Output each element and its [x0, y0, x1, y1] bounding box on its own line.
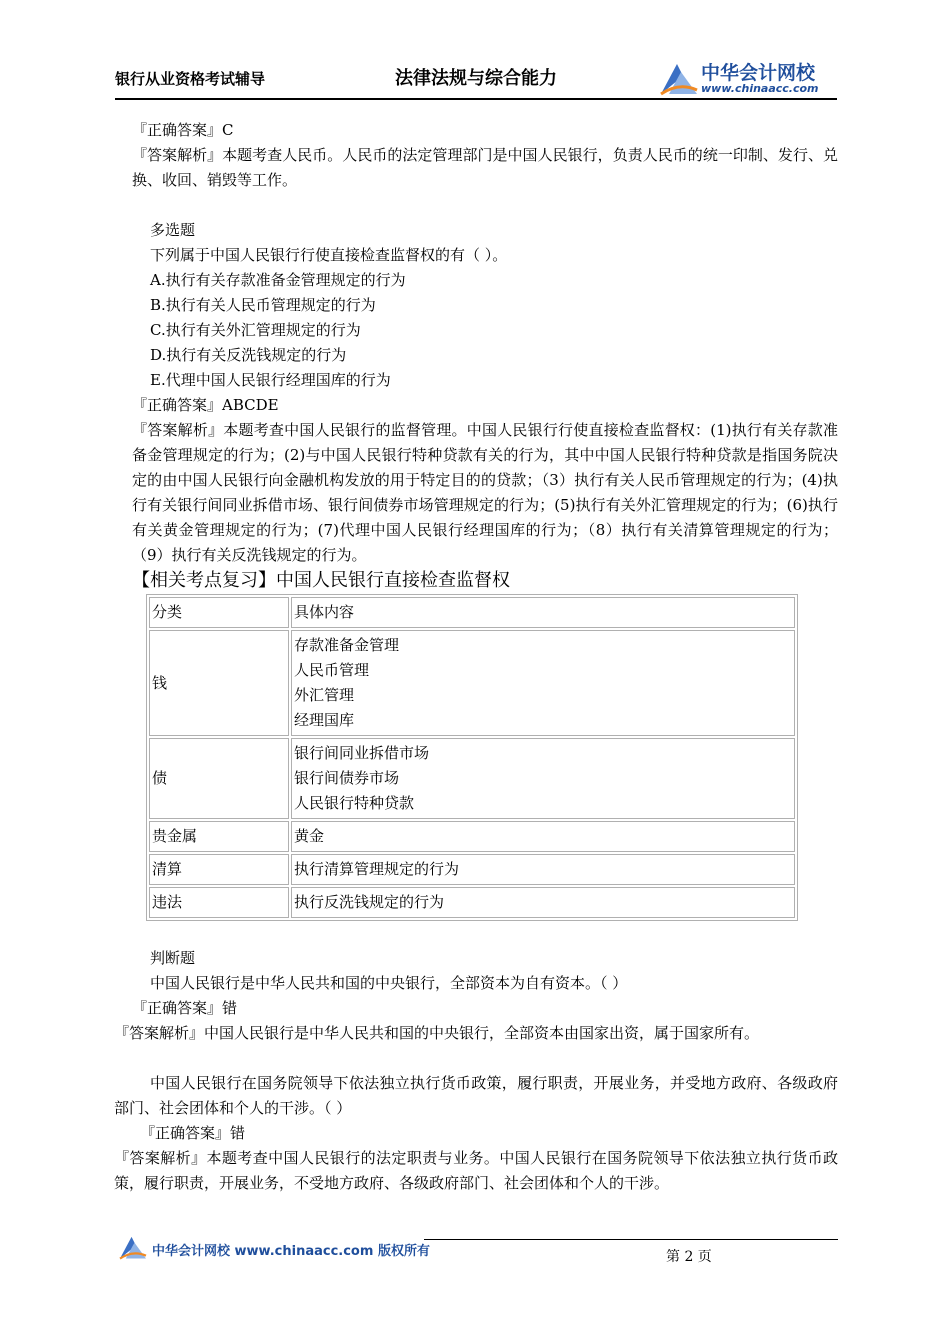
q4-stem: 中国人民银行在国务院领导下依法独立执行货币政策，履行职责，开展业务，并受地方政府、各级政府部门、社会团体和个人的干涉。（ ）	[114, 1074, 838, 1117]
q4-answer: 『正确答案』错	[140, 1124, 246, 1142]
header-course-title: 银行从业资格考试辅导	[115, 70, 266, 88]
logo-brand-name: 中华会计网校	[701, 62, 816, 84]
q2-option-a: A.执行有关存款准备金管理规定的行为	[150, 271, 406, 289]
table-cell-content: 执行反洗钱规定的行为	[291, 887, 795, 918]
review-table	[146, 594, 798, 921]
table-cell-category: 钱	[149, 630, 289, 736]
q2-option-d: D.执行有关反洗钱规定的行为	[150, 346, 347, 364]
table-row	[149, 738, 795, 819]
logo-url: www.chinaacc.com	[701, 82, 819, 95]
header-subject-title: 法律法规与综合能力	[395, 68, 557, 89]
table-cell-category: 债	[149, 738, 289, 819]
chinaacc-logo-icon	[659, 60, 699, 96]
table-row	[149, 821, 795, 852]
content-item: 经理国库	[294, 711, 355, 729]
table-cell-category: 违法	[149, 887, 289, 918]
q2-answer: 『正确答案』ABCDE	[132, 396, 279, 414]
q2-stem: 下列属于中国人民银行行使直接检查监督权的有（ ）。	[150, 246, 508, 264]
page-header	[115, 58, 837, 98]
q2-option-c: C.执行有关外汇管理规定的行为	[150, 321, 361, 339]
table-row	[149, 630, 795, 736]
q3-analysis: 『答案解析』中国人民银行是中华人民共和国的中央银行，全部资本由国家出资，属于国家所有。	[114, 1024, 760, 1042]
content-item: 外汇管理	[294, 686, 355, 704]
q2-type: 多选题	[150, 221, 196, 239]
page-content	[114, 118, 838, 1196]
header-divider	[115, 98, 837, 100]
q3-answer: 『正确答案』错	[132, 999, 238, 1017]
page-footer	[118, 1232, 838, 1272]
q2-analysis: 『答案解析』本题考查中国人民银行的监督管理。中国人民银行行使直接检查监督权：(1)执行有关存款准备金管理规定的行为；(2)与中国人民银行特种贷款有关的行为，其中中国人民银行特种贷款是指国务院决定的由中国人民银行向金融机构发放的用于特定目的的贷款；（3）执行有关人民币管理规定的行为；(4)执行有关银行间同业拆借市场、银行间债券市场管理规定的行为；(5)执行有关外汇管理规定的行为；(6)执行有关黄金管理规定的行为；(7)代理中国人民银行经理国库的行为；（8）执行有关清算管理规定的行为；（9）执行有关反洗钱规定的行为。	[132, 421, 838, 564]
table-cell-content	[291, 630, 795, 736]
table-header-row	[149, 597, 795, 628]
table-cell-category: 清算	[149, 854, 289, 885]
footer-divider	[424, 1239, 838, 1240]
table-row	[149, 854, 795, 885]
table-cell-category: 贵金属	[149, 821, 289, 852]
review-title: 【相关考点复习】中国人民银行直接检查监督权	[132, 570, 510, 591]
table-header-cell: 分类	[149, 597, 289, 628]
q2-option-b: B.执行有关人民币管理规定的行为	[150, 296, 376, 314]
content-item: 存款准备金管理	[294, 636, 400, 654]
table-cell-content	[291, 738, 795, 819]
q2-option-e: E.代理中国人民银行经理国库的行为	[150, 371, 391, 389]
q1-analysis: 『答案解析』本题考查人民币。人民币的法定管理部门是中国人民银行，负责人民币的统一印制、发行、兑换、收回、销毁等工作。	[132, 146, 838, 189]
chinaacc-logo-icon	[118, 1234, 148, 1260]
content-item: 银行间同业拆借市场	[294, 744, 430, 762]
q1-answer: 『正确答案』C	[132, 121, 234, 139]
content-item: 银行间债券市场	[294, 769, 400, 787]
table-cell-content: 黄金	[291, 821, 795, 852]
q3-type: 判断题	[150, 949, 196, 967]
q4-analysis: 『答案解析』本题考查中国人民银行的法定职责与业务。中国人民银行在国务院领导下依法独立执行货币政策，履行职责，开展业务，不受地方政府、各级政府部门、社会团体和个人的干涉。	[114, 1149, 838, 1192]
footer-copyright: 中华会计网校 www.chinaacc.com 版权所有	[152, 1244, 430, 1259]
table-cell-content: 执行清算管理规定的行为	[291, 854, 795, 885]
q3-stem: 中国人民银行是中华人民共和国的中央银行，全部资本为自有资本。（ ）	[150, 974, 628, 992]
content-item: 人民币管理	[294, 661, 370, 679]
header-logo	[659, 58, 837, 98]
table-row	[149, 887, 795, 918]
table-header-cell: 具体内容	[291, 597, 795, 628]
content-item: 人民银行特种贷款	[294, 794, 415, 812]
page-number: 第 2 页	[666, 1249, 712, 1265]
